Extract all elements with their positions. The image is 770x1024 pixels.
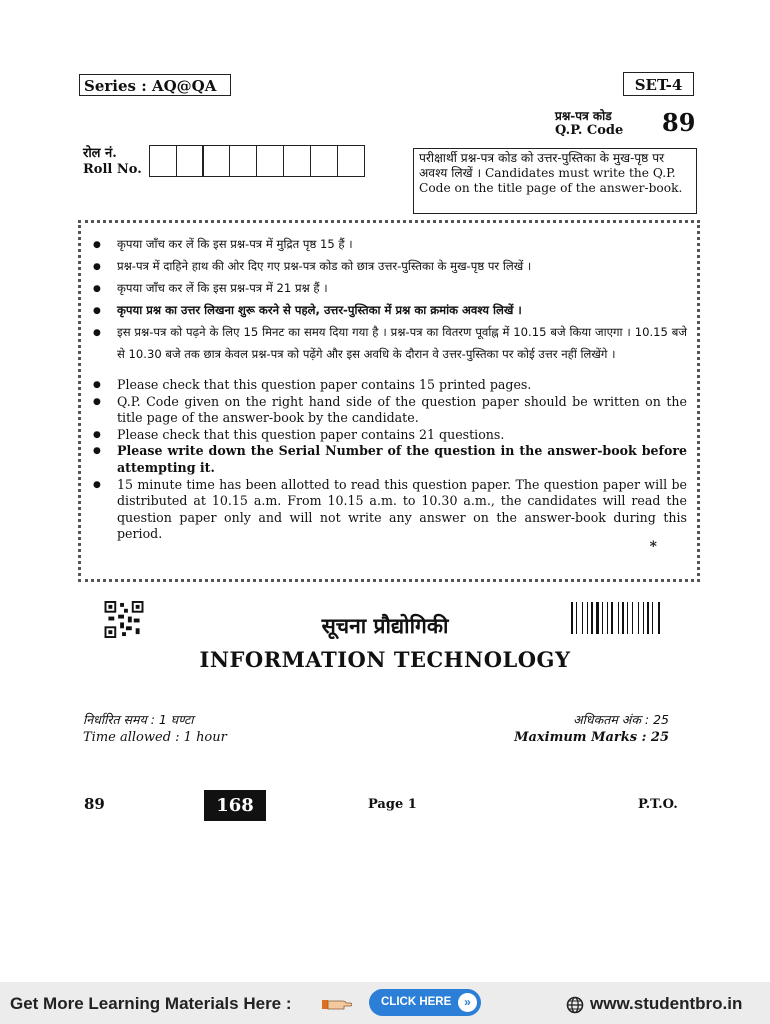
- roll-label: Roll No.: [83, 162, 142, 177]
- instruction-hindi-3: ● कृपया जाँच कर लें कि इस प्रश्न-पत्र में 21 प्रश्न हैं ।: [89, 277, 687, 299]
- instruction-hindi-2: ● प्रश्न-पत्र में दाहिने हाथ की ओर दिए गए प्रश्न-पत्र कोड को छात्र उत्तर-पुस्तिका के मुख-पृष्ठ पर लिखें ।: [89, 255, 687, 277]
- click-here-button[interactable]: [369, 989, 481, 1016]
- promo-text: Get More Learning Materials Here :: [10, 994, 292, 1013]
- instruction-english-4: ● Please write down the Serial Number of the question in the answer-book before attempting it.: [89, 443, 687, 476]
- instruction-english-3: ● Please check that this question paper contains 21 questions.: [89, 427, 687, 444]
- pto-label: P.T.O.: [638, 797, 678, 812]
- instruction-hindi-4: ● कृपया प्रश्न का उत्तर लिखना शुरू करने से पहले, उत्तर-पुस्तिका में प्रश्न का क्रमांक अवश्य लिखें ।: [89, 299, 687, 321]
- series-label: Series : AQ@QA: [79, 74, 231, 96]
- instruction-english-2: ● Q.P. Code given on the right hand side of the question paper should be written on the title page of the answer-book by the candidate.: [89, 394, 687, 427]
- maximum-marks-hindi: अधिकतम अंक : 25: [573, 712, 669, 727]
- instructions-hindi-list: [89, 233, 687, 365]
- roll-digit-box: [202, 145, 230, 177]
- pointing-hand-icon: [322, 996, 352, 1012]
- globe-icon: [566, 996, 584, 1014]
- instruction-hindi-1: ● कृपया जाँच कर लें कि इस प्रश्न-पत्र में मुद्रित पृष्ठ 15 हैं ।: [89, 233, 687, 255]
- qp-code-label-hindi: प्रश्न-पत्र कोड: [555, 109, 612, 123]
- time-allowed-hindi: निर्धारित समय : 1 घण्टा: [83, 712, 194, 727]
- time-allowed: Time allowed : 1 hour: [83, 730, 227, 745]
- subject-title: INFORMATION TECHNOLOGY: [199, 647, 571, 672]
- star-mark: *: [649, 539, 657, 555]
- footer-badge: 168: [204, 790, 266, 821]
- roll-digit-box: [149, 145, 177, 177]
- qp-code-label: Q.P. Code: [555, 123, 624, 138]
- instruction-english-1: ● Please check that this question paper contains 15 printed pages.: [89, 377, 687, 394]
- website-link[interactable]: www.studentbro.in: [590, 994, 743, 1013]
- double-chevron-right-icon: »: [458, 993, 477, 1012]
- instruction-english-5: ● 15 minute time has been allotted to read this question paper. The question paper will be distributed at 10.15 a.m. From 10.15 a.m. to 10.30 a.m., the candidates will read the question paper only and will not write any answer on the answer-book during this period.: [89, 477, 687, 543]
- qp-code-value: 89: [662, 108, 696, 137]
- page-number: Page 1: [368, 797, 417, 812]
- roll-number-boxes: [150, 145, 365, 177]
- roll-digit-box: [176, 145, 204, 177]
- instruction-hindi-5: ● इस प्रश्न-पत्र को पढ़ने के लिए 15 मिनट का समय दिया गया है । प्रश्न-पत्र का वितरण पूर्वाह्न में 10.15 बजे किया जाएगा । 10.15 बजे से 10.30 बजे तक छात्र केवल प्रश्न-पत्र को पढ़ेंगे और इस अवधि के दौरान वे उत्तर-पुस्तिका पर कोई उत्तर नहीं लिखेंगे ।: [89, 321, 687, 365]
- instructions-english-list: [89, 377, 687, 543]
- footer-code: 89: [84, 795, 105, 813]
- roll-digit-box: [337, 145, 365, 177]
- roll-digit-box: [283, 145, 311, 177]
- click-here-label: CLICK HERE: [381, 996, 452, 1008]
- instructions-box: [78, 220, 700, 582]
- set-label: SET-4: [623, 72, 694, 96]
- roll-digit-box: [256, 145, 284, 177]
- roll-label-hindi: रोल नं.: [83, 146, 117, 161]
- qp-code-notice: परीक्षार्थी प्रश्न-पत्र कोड को उत्तर-पुस्तिका के मुख-पृष्ठ पर अवश्य लिखें । Candidates must write the Q.P. Code on the title page of the answer-book.: [413, 148, 697, 214]
- roll-digit-box: [229, 145, 257, 177]
- maximum-marks: Maximum Marks : 25: [514, 730, 669, 745]
- subject-title-hindi: सूचना प्रौद्योगिकी: [321, 614, 449, 638]
- roll-digit-box: [310, 145, 338, 177]
